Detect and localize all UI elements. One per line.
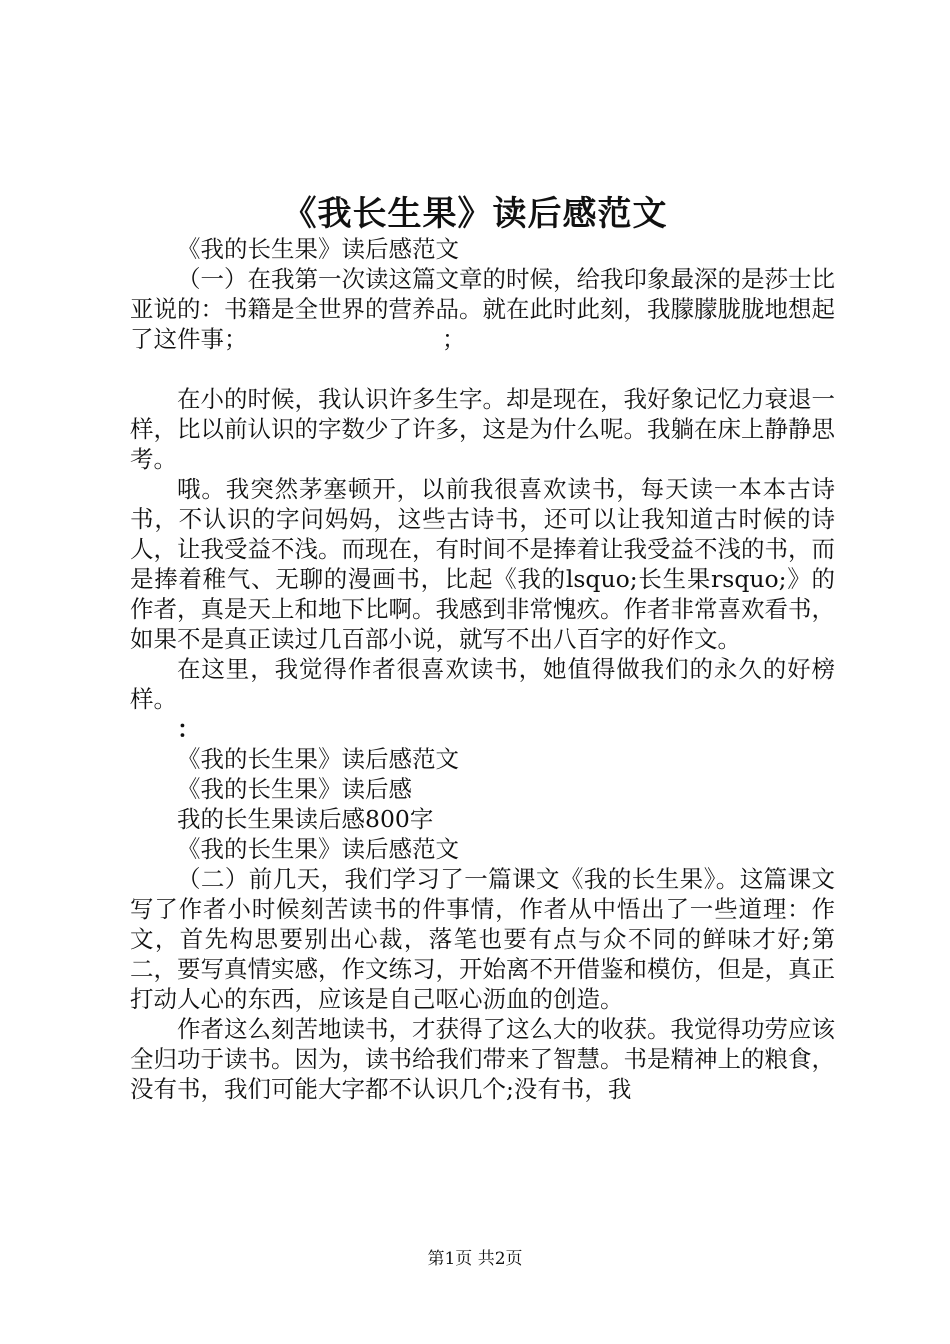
paragraph-1 bbox=[130, 264, 835, 354]
blank-line bbox=[130, 354, 835, 384]
paragraph-4: 在这里，我觉得作者很喜欢读书，她值得做我们的永久的好榜样。 bbox=[130, 655, 835, 713]
paragraph-3: 哦。我突然茅塞顿开，以前我很喜欢读书，每天读一本本古诗书，不认识的字问妈妈，这些古诗书，还可以让我知道古时候的诗人，让我受益不浅。而现在，有时间不是捧着让我受益不浅的书，而是捧着稚气、无聊的漫画书，比起《我的lsquo;长生果rsquo;》的作者，真是天上和地下比啊。我感到非常愧疚。作者非常喜欢看书，如果不是真正读过几百部小说，就写不出八百字的好作文。 bbox=[130, 475, 835, 653]
related-link-3: 我的长生果读后感800字 bbox=[177, 805, 434, 833]
semicolon-a: ； bbox=[224, 325, 248, 353]
semicolon-b: ； bbox=[442, 325, 466, 353]
paragraph-subtitle: 《我的长生果》读后感范文 bbox=[177, 235, 459, 263]
document-title: 《我长生果》读后感范文 bbox=[282, 194, 668, 234]
related-link-4: 《我的长生果》读后感范文 bbox=[177, 835, 459, 863]
paragraph-6: 作者这么刻苦地读书，才获得了这么大的收获。我觉得功劳应该全归功于读书。因为，读书给我们带来了智慧。书是精神上的粮食，没有书，我们可能大字都不认识几个;没有书，我 bbox=[130, 1015, 835, 1103]
paragraph-5: （二）前几天，我们学习了一篇课文《我的长生果》。这篇课文写了作者小时候刻苦读书的件事情，作者从中悟出了一些道理：作文，首先构思要别出心裁，落笔也要有点与众不同的鲜味才好;第二，要写真情实感，作文练习，开始离不开借鉴和模仿，但是，真正打动人心的东西，应该是自己呕心沥血的创造。 bbox=[130, 865, 835, 1013]
document-body bbox=[130, 234, 835, 1104]
related-link-2: 《我的长生果》读后感 bbox=[177, 775, 412, 803]
related-link-1: 《我的长生果》读后感范文 bbox=[177, 745, 459, 773]
paragraph-2: 在小的时候，我认识许多生字。却是现在，我好象记忆力衰退一样，比以前认识的字数少了许多，这是为什么呢。我躺在床上静静思考。 bbox=[130, 385, 835, 473]
paragraph-1-text: （一）在我第一次读这篇文章的时候，给我印象最深的是莎士比亚说的：书籍是全世界的营养品。就在此时此刻，我朦朦胧胧地想起了这件事 bbox=[130, 265, 835, 353]
page-footer: 第1页 共2页 bbox=[427, 1249, 523, 1269]
paragraph-colon: ： bbox=[177, 715, 201, 743]
